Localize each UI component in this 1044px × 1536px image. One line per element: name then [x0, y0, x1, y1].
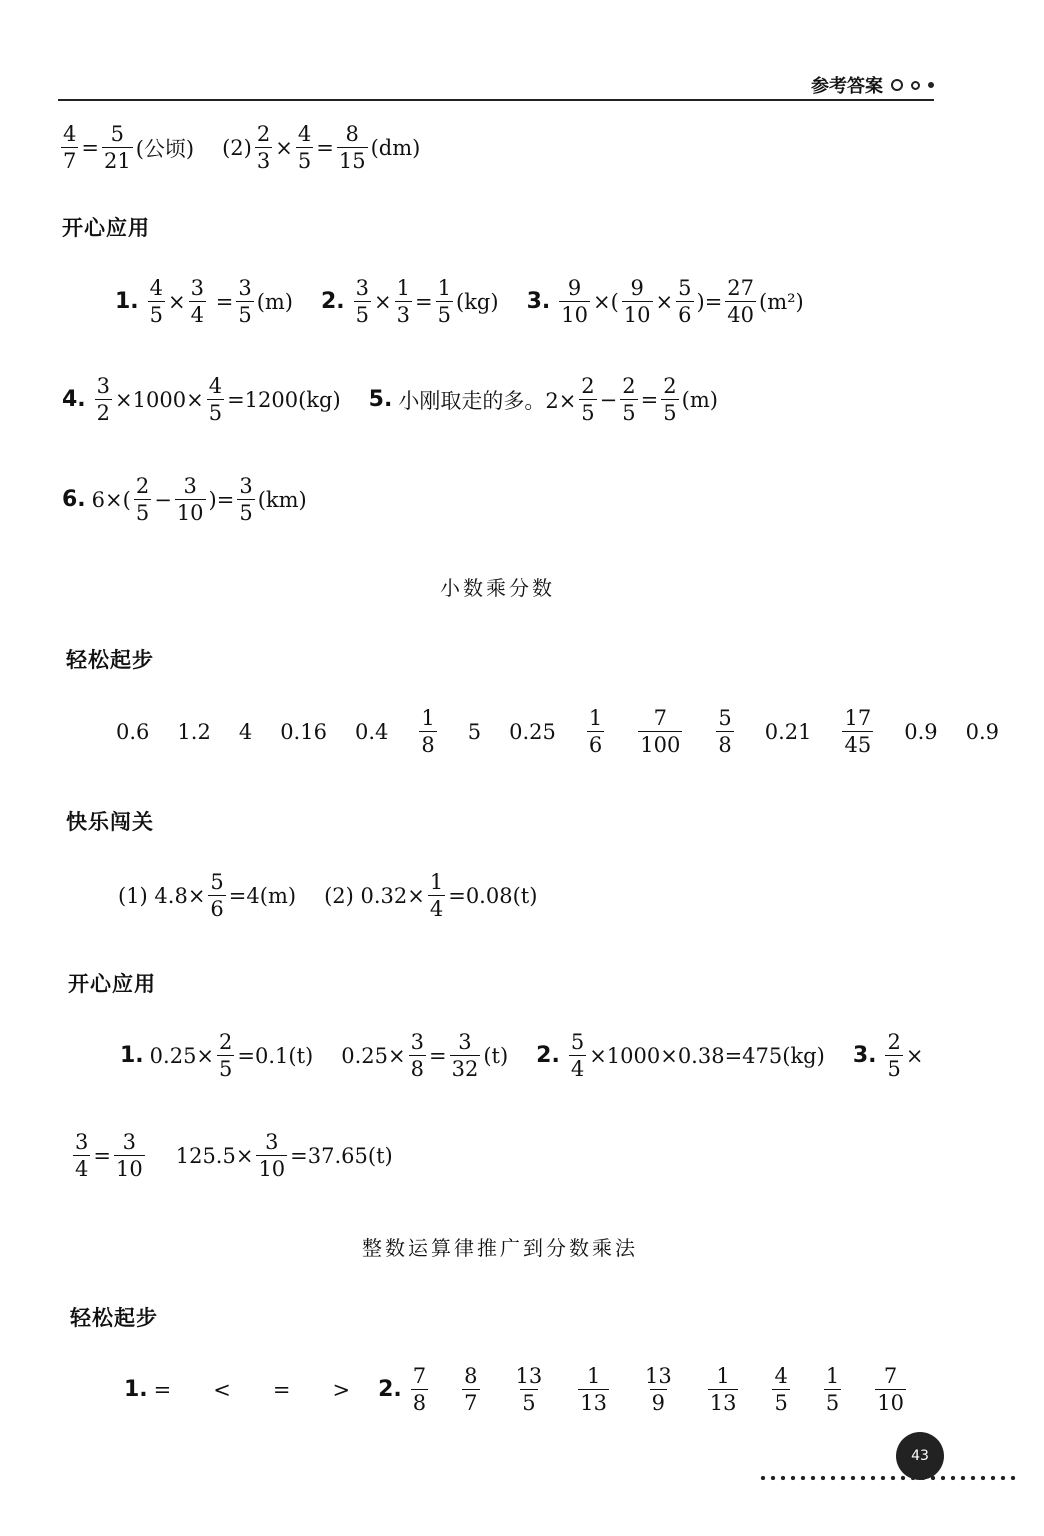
answer-line: $\frac{3}{4}$ = $\frac{3}{10}$ 125.5× $\frac{3}{10}$ =37.65(t) [75, 1130, 393, 1182]
footer-dotted-line [758, 1474, 1020, 1482]
answer-line: 1. 0.25× $\frac{2}{5}$ =0.1(t) 0.25× $\frac{3}{8}$ = $\frac{3}{32}$ (t) 2. $\frac{5}{4}$ ×1000×0.38=475(kg) 3. $\frac{2}{5}$ × [120, 1030, 924, 1082]
section-heading: 轻松起步 [70, 1306, 158, 1330]
section-heading: 开心应用 [68, 972, 156, 996]
section-heading: 开心应用 [62, 216, 150, 240]
header-title: 参考答案 [811, 76, 883, 97]
section-title: 整数运算律推广到分数乘法 [362, 1236, 638, 1260]
dot-icon [928, 82, 934, 88]
section-title: 小数乘分数 [440, 576, 555, 600]
answer-line: 1. $\frac{4}{5}$ × $\frac{3}{4}$ = $\frac{3}{5}$ (m) 2. $\frac{3}{5}$ × $\frac{1}{3}$ = $\frac{1}{5}$ (kg) 3. $\frac{9}{10}$ ×( $\frac{9}{10}$ × $\frac{5}{6}$ )= $\frac{27}{40}$ (m²) [115, 276, 804, 328]
fraction: $\frac{4}{7}$ [63, 122, 77, 174]
fraction: $\frac{2}{3}$ [256, 122, 271, 174]
answer-line: 1. = < = > 2. $\frac{7}{8}$ $\frac{8}{7}$ $\frac{13}{5}$ $\frac{1}{13}$ $\frac{13}{9}$ $\frac{1}{13}$ $\frac{4}{5}$ $\frac{1}{5}$ $\frac{7}{10}$ [124, 1364, 904, 1416]
page-number-badge: 43 [896, 1432, 944, 1480]
fraction: $\frac{8}{15}$ [338, 122, 366, 174]
header-divider [58, 99, 934, 101]
answer-line: (1) 4.8× $\frac{5}{6}$ =4(m) (2) 0.32× $\frac{1}{4}$ =0.08(t) [118, 870, 538, 922]
circle-icon [911, 81, 920, 90]
fraction: $\frac{5}{21}$ [103, 122, 131, 174]
answer-line-1: $\frac{4}{7}$ = $\frac{5}{21}$ (公顷) (2) $\frac{2}{3}$ × $\frac{4}{5}$ = $\frac{8}{15}$ (dm) [63, 122, 421, 174]
section-heading: 轻松起步 [66, 648, 154, 672]
circle-icon [891, 79, 903, 91]
answer-line: 4. $\frac{3}{2}$ ×1000× $\frac{4}{5}$ =1200(kg) 5. 小刚取走的多。2× $\frac{2}{5}$ − $\frac{2}{5}$ = $\frac{2}{5}$ (m) [62, 374, 718, 426]
page-header [811, 72, 934, 98]
answer-line: 6. 6×( $\frac{2}{5}$ − $\frac{3}{10}$ )= $\frac{3}{5}$ (km) [62, 474, 307, 526]
section-heading: 快乐闯关 [66, 810, 154, 834]
answer-line: 0.6 1.2 4 0.16 0.4 $\frac{1}{8}$ 5 0.25 $\frac{1}{6}$ $\frac{7}{100}$ $\frac{5}{8}$ 0.21 $\frac{17}{45}$ 0.9 0.9 [116, 706, 1000, 758]
fraction: $\frac{4}{5}$ [297, 122, 312, 174]
